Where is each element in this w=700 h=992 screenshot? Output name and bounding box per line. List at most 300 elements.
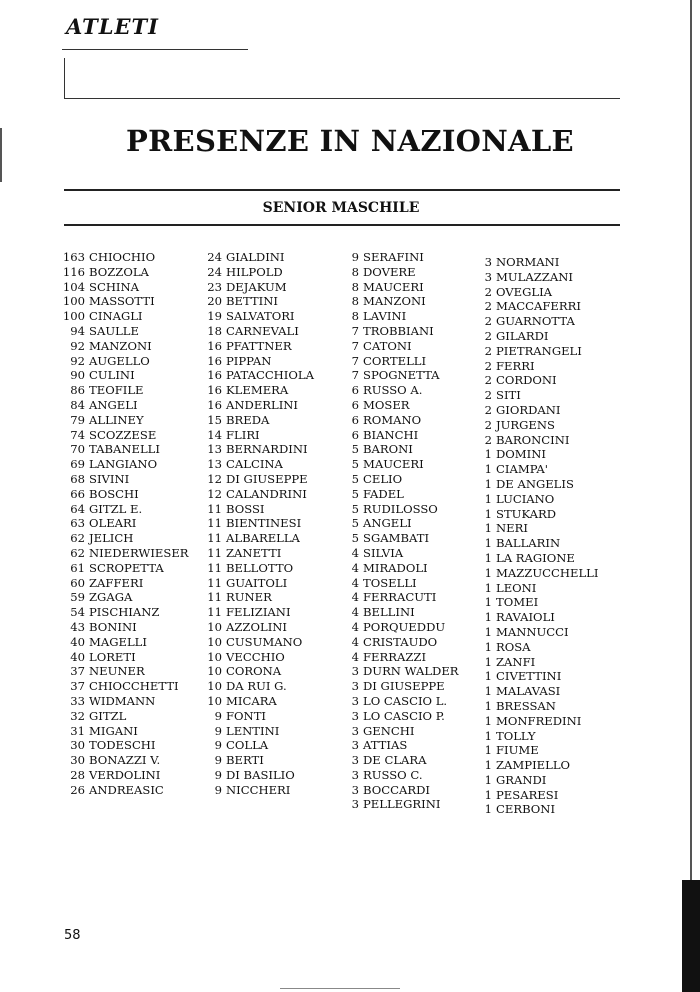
athlete-row	[195, 502, 314, 517]
caps-count: 92	[70, 353, 85, 368]
athlete-name: GIALDINI	[226, 250, 285, 264]
caps-count: 90	[70, 368, 85, 383]
caps-count: 11	[207, 516, 222, 531]
athlete-name: GENCHI	[363, 723, 415, 738]
athlete-name: SCOZZESE	[89, 427, 157, 442]
athlete-row	[195, 590, 314, 605]
athlete-row	[58, 768, 189, 783]
athlete-row	[332, 309, 459, 324]
athlete-row	[195, 413, 314, 428]
caps-count: 1	[484, 669, 492, 684]
athlete-name: TOLLY	[496, 728, 536, 743]
caps-count: 20	[207, 294, 222, 309]
athlete-name: CARNEVALI	[226, 323, 299, 338]
caps-count: 10	[207, 649, 222, 664]
athlete-row	[465, 373, 598, 388]
caps-count: 1	[484, 713, 492, 728]
caps-count: 70	[70, 442, 85, 457]
athlete-row	[58, 265, 189, 280]
athlete-column-3	[332, 250, 459, 812]
athlete-row	[58, 531, 189, 546]
caps-count: 19	[207, 309, 222, 324]
athlete-name: CHIOCCHETTI	[89, 679, 179, 694]
caps-count: 23	[207, 279, 222, 294]
caps-count: 3	[351, 693, 359, 708]
athlete-name: SITI	[496, 388, 521, 403]
athlete-name: SGAMBATI	[363, 531, 430, 546]
caps-count: 1	[484, 521, 492, 536]
athlete-name: FONTI	[226, 708, 267, 723]
athlete-name: DOVERE	[363, 264, 416, 279]
athlete-name: MANZONI	[89, 338, 152, 353]
athlete-row	[465, 462, 598, 477]
caps-count: 16	[207, 383, 222, 398]
athlete-row	[58, 590, 189, 605]
athlete-row	[58, 694, 189, 709]
athlete-row	[58, 516, 189, 531]
athlete-name: DEJAKUM	[226, 279, 287, 294]
caps-count: 5	[351, 501, 359, 516]
athlete-name: CINAGLI	[89, 309, 143, 324]
athlete-name: PIETRANGELI	[496, 343, 582, 358]
athlete-row	[58, 280, 189, 295]
athlete-row	[195, 709, 314, 724]
athlete-row	[195, 650, 314, 665]
athlete-row	[332, 383, 459, 398]
athlete-name: MANNUCCI	[496, 624, 569, 639]
athlete-row	[332, 324, 459, 339]
caps-count: 33	[70, 693, 85, 708]
athlete-name: SCHINA	[89, 279, 140, 294]
caps-count: 1	[484, 447, 492, 462]
caps-count: 1	[484, 639, 492, 654]
caps-count: 1	[484, 565, 492, 580]
caps-count: 1	[484, 758, 492, 773]
caps-count: 10	[207, 634, 222, 649]
athlete-name: ANDREASIC	[89, 782, 164, 797]
athlete-name: FADEL	[363, 486, 404, 501]
athlete-row	[195, 383, 314, 398]
athlete-row	[332, 250, 459, 265]
athlete-name: FERRI	[496, 358, 535, 373]
athlete-name: CALANDRINI	[226, 486, 307, 501]
caps-count: 6	[351, 412, 359, 427]
athlete-name: CULINI	[89, 368, 135, 383]
athlete-name: AZZOLINI	[226, 619, 287, 634]
caps-count: 2	[484, 328, 492, 343]
page-title: PRESENZE IN NAZIONALE	[126, 124, 574, 158]
athlete-name: PESARESI	[496, 787, 559, 802]
athlete-name: NERI	[496, 521, 528, 536]
athlete-row	[58, 309, 189, 324]
athlete-row	[195, 635, 314, 650]
athlete-row	[332, 753, 459, 768]
caps-count: 16	[207, 368, 222, 383]
athlete-name: LA RAGIONE	[496, 550, 575, 565]
athlete-row	[195, 783, 314, 798]
caps-count: 15	[207, 412, 222, 427]
athlete-name: TABANELLI	[89, 442, 160, 457]
caps-count: 63	[70, 516, 85, 531]
caps-count: 92	[70, 338, 85, 353]
athlete-row	[58, 679, 189, 694]
athlete-row	[332, 502, 459, 517]
athlete-row	[465, 595, 598, 610]
caps-count: 2	[484, 343, 492, 358]
caps-count: 8	[351, 309, 359, 324]
athlete-row	[465, 477, 598, 492]
athlete-row	[195, 531, 314, 546]
athlete-name: STUKARD	[496, 506, 557, 521]
caps-count: 3	[484, 269, 492, 284]
athlete-row	[465, 773, 598, 788]
caps-count: 74	[70, 427, 85, 442]
caps-count: 6	[351, 427, 359, 442]
caps-count: 9	[214, 753, 222, 768]
athlete-name: CATONI	[363, 338, 412, 353]
athlete-row	[332, 679, 459, 694]
athlete-name: LAVINI	[363, 309, 407, 324]
athlete-name: NORMANI	[496, 255, 560, 269]
caps-count: 2	[484, 388, 492, 403]
athlete-name: PATACCHIOLA	[226, 368, 314, 383]
athlete-name: SILVIA	[363, 545, 404, 560]
athlete-row	[195, 738, 314, 753]
caps-count: 66	[70, 486, 85, 501]
caps-count: 68	[70, 471, 85, 486]
athlete-name: ALBARELLA	[226, 531, 300, 546]
athlete-row	[465, 299, 598, 314]
caps-count: 2	[484, 417, 492, 432]
athlete-row	[332, 576, 459, 591]
caps-count: 24	[207, 264, 222, 279]
athlete-row	[195, 324, 314, 339]
athlete-row	[58, 561, 189, 576]
athlete-name: BARONCINI	[496, 432, 570, 447]
athlete-name: GITZL	[89, 708, 127, 723]
caps-count: 2	[484, 432, 492, 447]
athlete-row	[465, 492, 598, 507]
athlete-row	[332, 413, 459, 428]
caps-count: 7	[351, 323, 359, 338]
caps-count: 9	[214, 723, 222, 738]
athlete-row	[195, 265, 314, 280]
athlete-row	[195, 620, 314, 635]
athlete-row	[195, 280, 314, 295]
athlete-name: OLEARI	[89, 516, 137, 531]
caps-count: 40	[70, 634, 85, 649]
caps-count: 69	[70, 457, 85, 472]
caps-count: 1	[484, 506, 492, 521]
athlete-name: MASSOTTI	[89, 294, 155, 309]
caps-count: 11	[207, 545, 222, 560]
athlete-row	[195, 339, 314, 354]
athlete-name: BALLARIN	[496, 536, 561, 551]
caps-count: 9	[351, 250, 359, 264]
athlete-column-4	[465, 255, 598, 817]
athlete-name: LENTINI	[226, 723, 280, 738]
athlete-name: MAZZUCCHELLI	[496, 565, 599, 580]
athlete-row	[58, 398, 189, 413]
athlete-row	[58, 354, 189, 369]
caps-count: 104	[62, 279, 85, 294]
caps-count: 3	[484, 255, 492, 269]
caps-count: 8	[351, 279, 359, 294]
athlete-name: SPOGNETTA	[363, 368, 440, 383]
athlete-row	[195, 309, 314, 324]
athlete-name: LANGIANO	[89, 457, 158, 472]
athlete-name: CORDONI	[496, 373, 557, 388]
caps-count: 1	[484, 772, 492, 787]
caps-count: 4	[351, 634, 359, 649]
athlete-row	[195, 561, 314, 576]
caps-count: 6	[351, 397, 359, 412]
athlete-name: LO CASCIO P.	[363, 708, 445, 723]
athlete-row	[465, 329, 598, 344]
caps-count: 37	[70, 679, 85, 694]
caps-count: 59	[70, 590, 85, 605]
athlete-name: BERTI	[226, 753, 264, 768]
caps-count: 43	[70, 619, 85, 634]
caps-count: 11	[207, 501, 222, 516]
athlete-row	[332, 546, 459, 561]
athlete-name: NICCHERI	[226, 782, 291, 797]
athlete-row	[195, 576, 314, 591]
athlete-row	[465, 581, 598, 596]
athlete-name: PFATTNER	[226, 338, 292, 353]
athlete-row	[58, 383, 189, 398]
caps-count: 3	[351, 767, 359, 782]
athlete-row	[332, 768, 459, 783]
athlete-name: ANDERLINI	[226, 397, 299, 412]
athlete-row	[195, 354, 314, 369]
caps-count: 86	[70, 383, 85, 398]
caps-count: 10	[207, 693, 222, 708]
athlete-row	[332, 605, 459, 620]
athlete-name: BIENTINESI	[226, 516, 302, 531]
athlete-row	[465, 655, 598, 670]
athlete-name: SCROPETTA	[89, 560, 164, 575]
caps-count: 3	[351, 753, 359, 768]
caps-count: 4	[351, 560, 359, 575]
caps-count: 9	[214, 767, 222, 782]
caps-count: 16	[207, 338, 222, 353]
caps-count: 7	[351, 353, 359, 368]
athlete-row	[332, 664, 459, 679]
athlete-name: WIDMANN	[89, 693, 156, 708]
athlete-row	[465, 403, 598, 418]
athlete-name: FIUME	[496, 743, 539, 758]
athlete-name: CERBONI	[496, 802, 556, 817]
athlete-name: SAULLE	[89, 323, 139, 338]
athlete-name: LEONI	[496, 580, 537, 595]
athlete-name: CORONA	[226, 664, 282, 679]
athlete-row	[195, 768, 314, 783]
athlete-row	[465, 758, 598, 773]
caps-count: 4	[351, 590, 359, 605]
athlete-name: ZGAGA	[89, 590, 133, 605]
caps-count: 4	[351, 545, 359, 560]
athlete-row	[58, 487, 189, 502]
athlete-name: DOMINI	[496, 447, 546, 462]
caps-count: 1	[484, 462, 492, 477]
athlete-name: SERAFINI	[363, 250, 424, 264]
caps-count: 13	[207, 442, 222, 457]
athlete-row	[332, 590, 459, 605]
athlete-name: HILPOLD	[226, 264, 283, 279]
athlete-name: DE ANGELIS	[496, 476, 574, 491]
athlete-row	[465, 729, 598, 744]
athlete-row	[58, 294, 189, 309]
athlete-row	[58, 664, 189, 679]
caps-count: 3	[351, 797, 359, 812]
caps-count: 3	[351, 708, 359, 723]
decorative-rule-short	[62, 49, 248, 50]
athlete-name: DA RUI G.	[226, 679, 287, 694]
caps-count: 7	[351, 338, 359, 353]
athlete-name: DURN WALDER	[363, 664, 459, 679]
caps-count: 11	[207, 590, 222, 605]
athlete-name: ANGELI	[89, 397, 138, 412]
athlete-row	[465, 285, 598, 300]
caps-count: 4	[351, 619, 359, 634]
athlete-row	[332, 561, 459, 576]
caps-count: 30	[70, 738, 85, 753]
athlete-row	[195, 457, 314, 472]
athlete-column-1	[58, 250, 189, 797]
athlete-row	[195, 753, 314, 768]
athlete-row	[465, 270, 598, 285]
athlete-row	[195, 546, 314, 561]
athlete-row	[465, 640, 598, 655]
athlete-name: BOCCARDI	[363, 782, 430, 797]
athlete-name: FERRAZZI	[363, 649, 427, 664]
athlete-name: LO CASCIO L.	[363, 693, 448, 708]
athlete-row	[58, 738, 189, 753]
athlete-row	[465, 536, 598, 551]
athlete-name: MAUCERI	[363, 279, 424, 294]
athlete-row	[465, 714, 598, 729]
caps-count: 3	[351, 738, 359, 753]
athlete-name: KLEMERA	[226, 383, 289, 398]
athlete-row	[332, 797, 459, 812]
caps-count: 28	[70, 767, 85, 782]
athlete-row	[195, 428, 314, 443]
athlete-name: DE CLARA	[363, 753, 427, 768]
athlete-name: CHIOCHIO	[89, 250, 156, 264]
caps-count: 9	[214, 738, 222, 753]
caps-count: 100	[62, 294, 85, 309]
caps-count: 1	[484, 743, 492, 758]
caps-count: 1	[484, 610, 492, 625]
athlete-row	[195, 368, 314, 383]
athlete-name: TOSELLI	[363, 575, 417, 590]
caps-count: 4	[351, 575, 359, 590]
caps-count: 32	[70, 708, 85, 723]
caps-count: 1	[484, 698, 492, 713]
athlete-name: BELLOTTO	[226, 560, 294, 575]
athlete-row	[465, 788, 598, 803]
athlete-name: VERDOLINI	[89, 767, 161, 782]
athlete-row	[332, 354, 459, 369]
caps-count: 2	[484, 284, 492, 299]
caps-count: 30	[70, 753, 85, 768]
athlete-row	[332, 783, 459, 798]
athlete-name: MICARA	[226, 693, 277, 708]
athlete-name: RUSSO C.	[363, 767, 423, 782]
caps-count: 10	[207, 619, 222, 634]
athlete-row	[195, 398, 314, 413]
athlete-name: BARONI	[363, 442, 413, 457]
caps-count: 1	[484, 802, 492, 817]
athlete-name: NIEDERWIESER	[89, 545, 189, 560]
athlete-row	[332, 694, 459, 709]
divider-bottom	[64, 224, 620, 226]
athlete-row	[195, 664, 314, 679]
athlete-name: TROBBIANI	[363, 323, 434, 338]
athlete-name: RAVAIOLI	[496, 610, 555, 625]
caps-count: 8	[351, 294, 359, 309]
athlete-row	[332, 457, 459, 472]
caps-count: 9	[214, 782, 222, 797]
athlete-name: CALCINA	[226, 457, 283, 472]
caps-count: 1	[484, 536, 492, 551]
caps-count: 13	[207, 457, 222, 472]
caps-count: 37	[70, 664, 85, 679]
athlete-row	[58, 442, 189, 457]
caps-count: 3	[351, 679, 359, 694]
caps-count: 5	[351, 486, 359, 501]
athlete-name: OVEGLIA	[496, 284, 553, 299]
caps-count: 5	[351, 516, 359, 531]
athlete-row	[332, 738, 459, 753]
athlete-name: RUSSO A.	[363, 383, 423, 398]
athlete-column-2	[195, 250, 314, 797]
athlete-name: DI GIUSEPPE	[226, 471, 308, 486]
athlete-name: BELLINI	[363, 605, 415, 620]
athlete-name: MOSER	[363, 397, 410, 412]
athlete-name: RUDILOSSO	[363, 501, 438, 516]
list-subtitle: SENIOR MASCHILE	[262, 200, 420, 216]
athlete-name: BONINI	[89, 619, 137, 634]
athlete-row	[58, 753, 189, 768]
caps-count: 14	[207, 427, 222, 442]
caps-count: 5	[351, 442, 359, 457]
athlete-name: MACCAFERRI	[496, 299, 581, 314]
athlete-row	[195, 605, 314, 620]
caps-count: 12	[207, 486, 222, 501]
athlete-name: ALLINEY	[89, 412, 144, 427]
athlete-name: CUSUMANO	[226, 634, 303, 649]
athlete-row	[332, 368, 459, 383]
caps-count: 3	[351, 664, 359, 679]
athlete-name: MIGANI	[89, 723, 138, 738]
caps-count: 60	[70, 575, 85, 590]
athlete-row	[58, 635, 189, 650]
athlete-row	[465, 255, 598, 270]
athlete-name: VECCHIO	[226, 649, 285, 664]
caps-count: 1	[484, 550, 492, 565]
athlete-name: CIAMPA'	[496, 462, 548, 477]
athlete-row	[465, 359, 598, 374]
athlete-row	[58, 576, 189, 591]
athlete-name: GIORDANI	[496, 402, 561, 417]
athlete-name: ZANFI	[496, 654, 536, 669]
caps-count: 1	[484, 787, 492, 802]
athlete-name: ZAFFERI	[89, 575, 144, 590]
caps-count: 5	[351, 471, 359, 486]
caps-count: 11	[207, 575, 222, 590]
